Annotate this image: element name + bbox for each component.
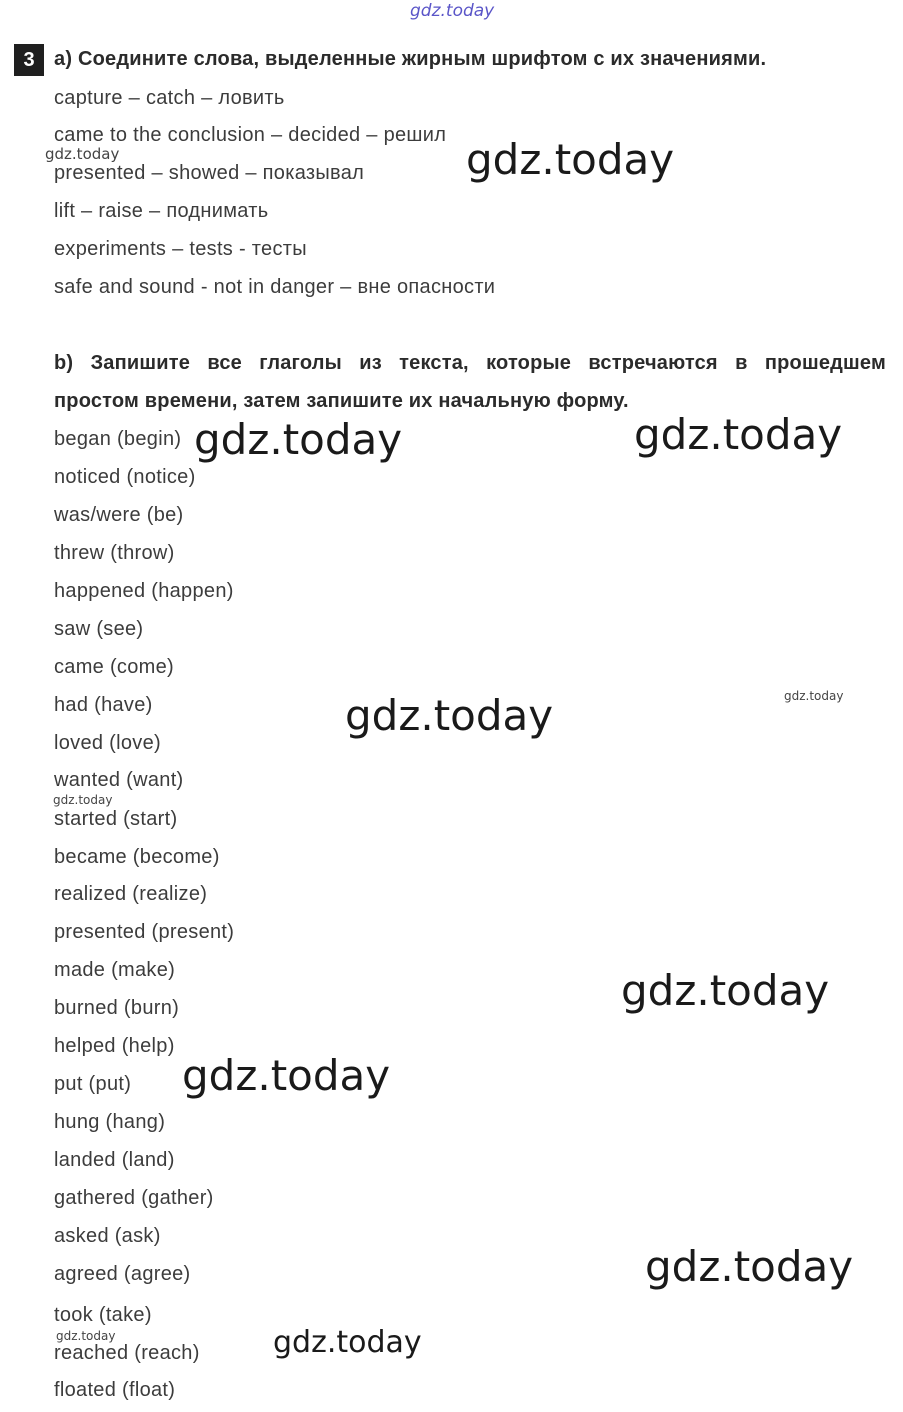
part-b-item: put (put) — [54, 1073, 132, 1095]
part-b-item: took (take) — [54, 1304, 152, 1326]
part-b-item: threw (throw) — [54, 542, 175, 564]
part-b-item: realized (realize) — [54, 883, 208, 905]
part-b-item: helped (help) — [54, 1035, 175, 1057]
task-number-badge: 3 — [14, 44, 44, 76]
part-b-item: began (begin) — [54, 428, 182, 450]
part-a-item: presented – showed – показывал — [54, 162, 365, 184]
watermark-text: gdz.today — [634, 410, 843, 459]
part-a-heading: a) Соедините слова, выделенные жирным шрифтом с их значениями. — [54, 48, 767, 70]
part-b-item: agreed (agree) — [54, 1263, 191, 1285]
part-b-item: gathered (gather) — [54, 1187, 214, 1209]
watermark-text: gdz.today — [784, 689, 844, 703]
watermark-text: gdz.today — [45, 145, 120, 163]
part-b-item: came (come) — [54, 656, 174, 678]
part-a-item: safe and sound - not in danger – вне опасности — [54, 276, 496, 298]
part-b-item: wanted (want) — [54, 769, 184, 791]
part-b-item: reached (reach) — [54, 1342, 200, 1364]
watermark-text: gdz.today — [273, 1325, 422, 1360]
part-a-item: lift – raise – поднимать — [54, 200, 269, 222]
part-b-item: became (become) — [54, 846, 220, 868]
watermark-text: gdz.today — [621, 966, 830, 1015]
part-b-heading-line2: простом времени, затем запишите их начальную форму. — [54, 390, 629, 412]
part-b-item: started (start) — [54, 808, 178, 830]
part-a-item: experiments – tests - тесты — [54, 238, 307, 260]
part-b-item: happened (happen) — [54, 580, 234, 602]
watermark-text: gdz.today — [345, 691, 554, 740]
part-b-item: floated (float) — [54, 1379, 176, 1401]
part-b-heading-line1: b) Запишите все глаголы из текста, которые встречаются в прошедшем — [54, 352, 886, 374]
watermark-text: gdz.today — [182, 1051, 391, 1100]
part-b-item: had (have) — [54, 694, 153, 716]
part-a-item: came to the conclusion – decided – решил — [54, 124, 447, 146]
part-a-item: capture – catch – ловить — [54, 87, 285, 109]
watermark-text: gdz.today — [53, 793, 113, 807]
watermark-logo-top: gdz.today — [410, 1, 495, 21]
part-b-item: burned (burn) — [54, 997, 180, 1019]
part-b-item: asked (ask) — [54, 1225, 161, 1247]
part-b-item: noticed (notice) — [54, 466, 196, 488]
part-b-item: saw (see) — [54, 618, 144, 640]
part-b-item: presented (present) — [54, 921, 235, 943]
part-b-item: loved (love) — [54, 732, 161, 754]
watermark-text: gdz.today — [466, 135, 675, 184]
part-b-item: was/were (be) — [54, 504, 184, 526]
watermark-text: gdz.today — [56, 1329, 116, 1343]
part-b-item: landed (land) — [54, 1149, 175, 1171]
watermark-text: gdz.today — [645, 1242, 854, 1291]
part-b-item: hung (hang) — [54, 1111, 166, 1133]
watermark-text: gdz.today — [194, 415, 403, 464]
part-b-item: made (make) — [54, 959, 176, 981]
